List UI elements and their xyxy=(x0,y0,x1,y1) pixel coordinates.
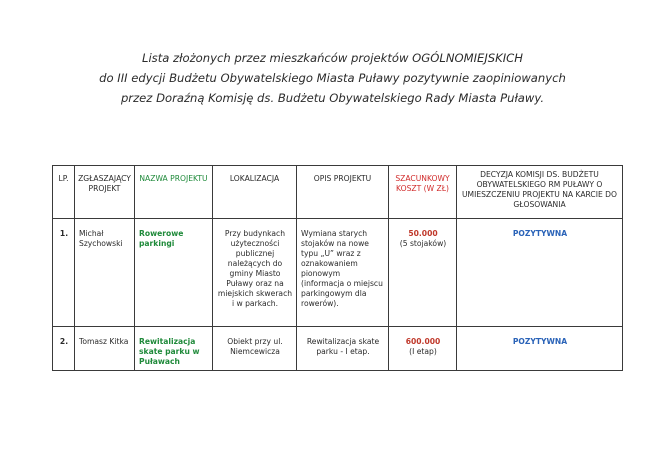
cell-lokalizacja: Przy budynkach użyteczności publicznej należących do gminy Miasto Puławy oraz na miejskich skwerach i w parkach. xyxy=(213,219,297,327)
cell-nazwa: Rewitalizacja skate parku w Puławach xyxy=(135,327,213,371)
table-row xyxy=(53,219,623,327)
cell-koszt xyxy=(389,219,457,327)
projects-table xyxy=(52,165,623,371)
header-lp: LP. xyxy=(53,166,75,219)
table-header-row xyxy=(53,166,623,219)
header-nazwa: NAZWA PROJEKTU xyxy=(135,166,213,219)
cell-lp: 1. xyxy=(53,219,75,327)
heading-line-1: Lista złożonych przez mieszkańców projektów OGÓLNOMIEJSKICH xyxy=(142,51,523,65)
koszt-value: 50.000 xyxy=(408,229,438,238)
cell-lokalizacja: Obiekt przy ul. Niemcewicza xyxy=(213,327,297,371)
header-zglaszajacy: ZGŁASZAJĄCY PROJEKT xyxy=(75,166,135,219)
table-row xyxy=(53,327,623,371)
koszt-note: (I etap) xyxy=(409,347,437,356)
heading-line-2: do III edycji Budżetu Obywatelskiego Miasta Puławy pozytywnie zaopiniowanych xyxy=(99,71,566,85)
document-heading xyxy=(0,48,665,108)
cell-decyzja: POZYTYWNA xyxy=(457,219,623,327)
header-decyzja: DECYZJA KOMISJI DS. BUDŻETU OBYWATELSKIEGO RM PUŁAWY O UMIESZCZENIU PROJEKTU NA KARCIE DO GŁOSOWANIA xyxy=(457,166,623,219)
cell-opis: Rewitalizacja skate parku - I etap. xyxy=(297,327,389,371)
cell-koszt xyxy=(389,327,457,371)
cell-opis: Wymiana starych stojaków na nowe typu „U” wraz z oznakowaniem pionowym (informacja o miejscu parkingowym dla rowerów). xyxy=(297,219,389,327)
header-koszt: SZACUNKOWY KOSZT (W ZŁ) xyxy=(389,166,457,219)
koszt-note: (5 stojaków) xyxy=(399,239,447,248)
cell-nazwa: Rowerowe parkingi xyxy=(135,219,213,327)
header-lokalizacja: LOKALIZACJA xyxy=(213,166,297,219)
cell-lp: 2. xyxy=(53,327,75,371)
header-opis: OPIS PROJEKTU xyxy=(297,166,389,219)
heading-line-3: przez Doraźną Komisję ds. Budżetu Obywatelskiego Rady Miasta Puławy. xyxy=(120,91,545,105)
cell-zglaszajacy: Michał Szychowski xyxy=(75,219,135,327)
cell-decyzja: POZYTYWNA xyxy=(457,327,623,371)
cell-zglaszajacy: Tomasz Kitka xyxy=(75,327,135,371)
koszt-value: 600.000 xyxy=(405,337,441,346)
